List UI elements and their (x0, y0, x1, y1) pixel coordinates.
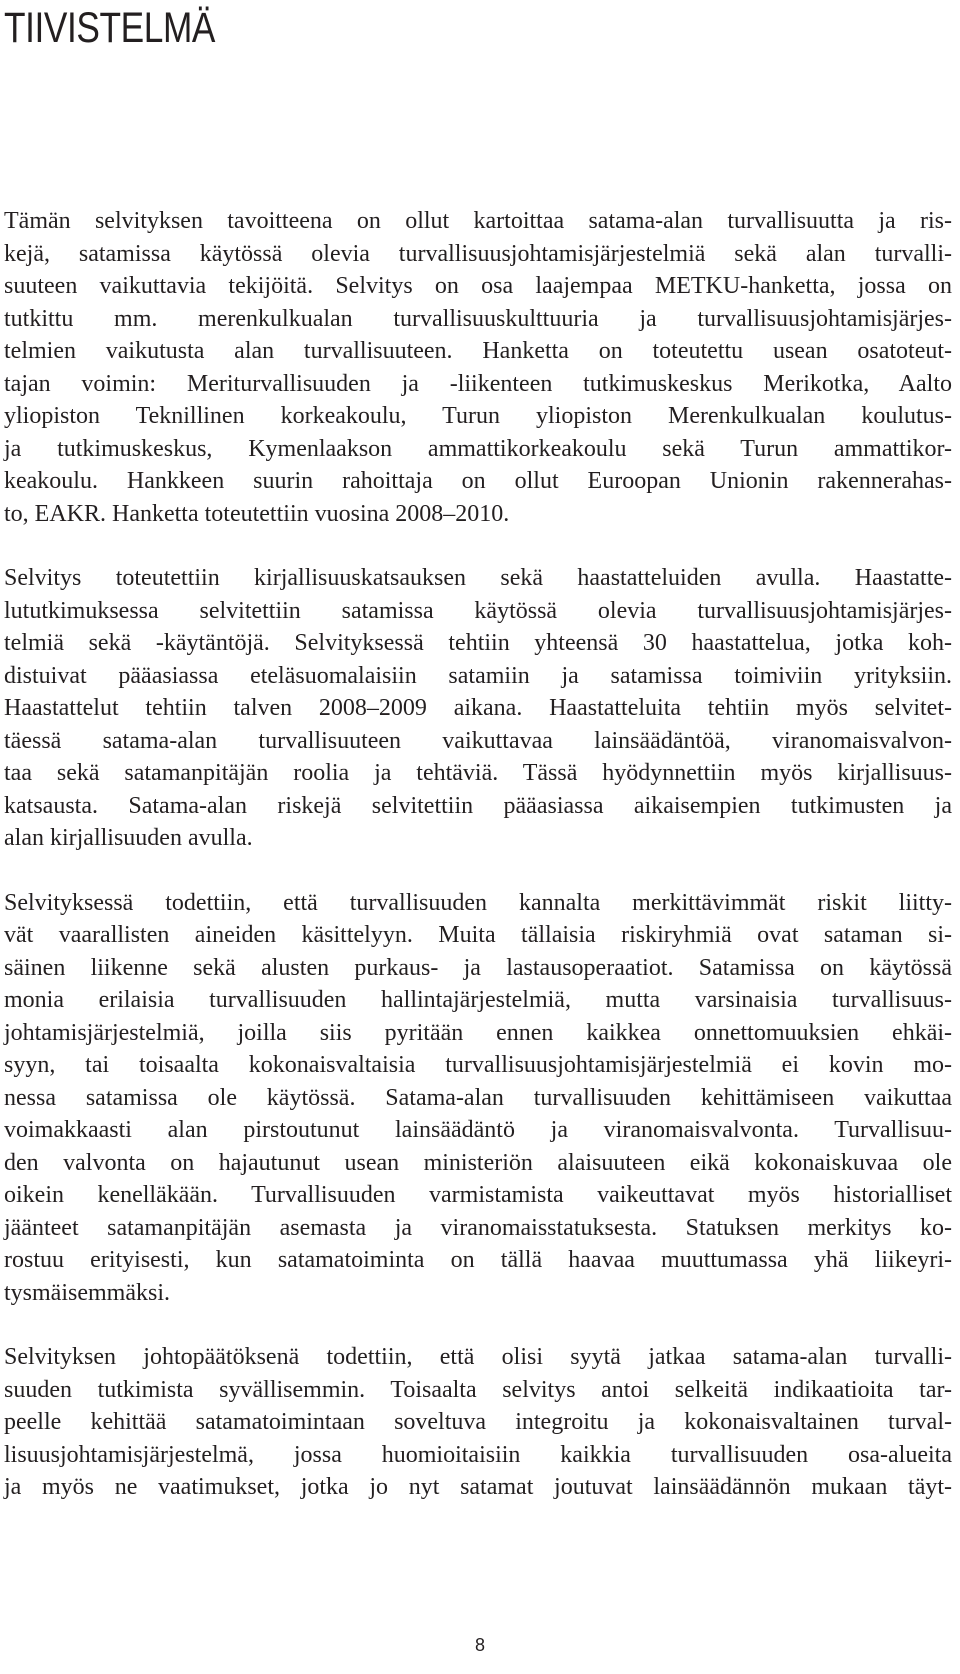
paragraph-line: lisuusjohtamisjärjestelmä, jossa huomioitaisiin kaikkia turvallisuuden osa-alueita (4, 1441, 952, 1468)
paragraph-gap (4, 1309, 952, 1341)
paragraph-line: kejä, satamissa käytössä olevia turvallisuusjohtamisjärjestelmiä sekä alan turvalli- (4, 240, 952, 267)
paragraph-line: säinen liikenne sekä alusten purkaus- ja lastausoperaatiot. Satamissa on käytössä (4, 954, 952, 981)
paragraph-line: suuden tutkimista syvällisemmin. Toisaalta selvitys antoi selkeitä indikaatioita tar- (4, 1376, 952, 1403)
paragraph (4, 887, 952, 1310)
paragraph-line: suuteen vaikuttavia tekijöitä. Selvitys on osa laajempaa METKU-hanketta, jossa on (4, 273, 952, 299)
paragraph-line: tysmäisemmäksi. (4, 1279, 170, 1306)
paragraph-line: vät vaarallisten aineiden käsittelyyn. Muita tällaisia riskiryhmiä ovat sataman si- (4, 922, 952, 948)
paragraph-line: ja myös ne vaatimukset, jotka jo nyt satamat joutuvat lainsäädännön mukaan täyt- (4, 1474, 952, 1500)
paragraph-line: telmien vaikutusta alan turvallisuuteen. Hanketta on toteutettu usean osatoteut- (4, 338, 952, 364)
paragraph (4, 205, 952, 530)
paragraph-line: voimakkaasti alan pirstoutunut lainsäädäntö ja viranomaisvalvonta. Turvallisuu- (4, 1117, 952, 1143)
paragraph-line: johtamisjärjestelmiä, joilla siis pyritään ennen kaikkea onnettomuuksien ehkäi- (4, 1019, 952, 1046)
paragraph-line: Selvityksessä todettiin, että turvallisuuden kannalta merkittävimmät riskit liitty- (4, 889, 952, 916)
document-body (4, 205, 952, 1504)
paragraph-line: keakoulu. Hankkeen suurin rahoittaja on ollut Euroopan Unionin rakennerahas- (4, 468, 952, 494)
page-title: TIIVISTELMÄ (4, 4, 216, 52)
paragraph-line: rostuu erityisesti, kun satamatoiminta on tällä haavaa muuttumassa yhä liikeyri- (4, 1247, 952, 1273)
paragraph-line: jäänteet satamanpitäjän asemasta ja viranomaisstatuksesta. Statuksen merkitys ko- (4, 1214, 952, 1241)
paragraph-line: taa sekä satamanpitäjän roolia ja tehtäviä. Tässä hyödynnettiin myös kirjallisuus- (4, 760, 952, 786)
paragraph-line: Selvitys toteutettiin kirjallisuuskatsauksen sekä haastatteluiden avulla. Haastatte- (4, 565, 952, 591)
paragraph-line: alan kirjallisuuden avulla. (4, 825, 253, 851)
paragraph-line: Tämän selvityksen tavoitteena on ollut kartoittaa satama-alan turvallisuutta ja ris- (4, 208, 952, 234)
paragraph-gap (4, 530, 952, 562)
paragraph-line: peelle kehittää satamatoimintaan soveltuva integroitu ja kokonaisvaltainen turval- (4, 1409, 952, 1435)
paragraph-line: ja tutkimuskeskus, Kymenlaakson ammattikorkeakoulu sekä Turun ammattikor- (4, 435, 952, 462)
paragraph-gap (4, 855, 952, 887)
paragraph-line: yliopiston Teknillinen korkeakoulu, Turun yliopiston Merenkulkualan koulutus- (4, 403, 952, 429)
paragraph-line: telmiä sekä -käytäntöjä. Selvityksessä tehtiin yhteensä 30 haastattelua, jotka koh- (4, 630, 952, 656)
paragraph-line: Haastattelut tehtiin talven 2008–2009 aikana. Haastatteluita tehtiin myös selvitet- (4, 695, 952, 721)
paragraph (4, 1341, 952, 1504)
paragraph-line: distuivat pääasiassa eteläsuomalaisiin satamiin ja satamissa toimiviin yrityksiin. (4, 662, 952, 689)
paragraph-line: Selvityksen johtopäätöksenä todettiin, että olisi syytä jatkaa satama-alan turvalli- (4, 1344, 952, 1370)
paragraph-line: nessa satamissa ole käytössä. Satama-alan turvallisuuden kehittämiseen vaikuttaa (4, 1084, 952, 1111)
paragraph-line: tajan voimin: Meriturvallisuuden ja -liikenteen tutkimuskeskus Merikotka, Aalto (4, 370, 952, 397)
paragraph-line: den valvonta on hajautunut usean ministeriön alaisuuteen eikä kokonaiskuvaa ole (4, 1149, 952, 1176)
page-number: 8 (474, 1635, 485, 1655)
paragraph-line: syyn, tai toisaalta kokonaisvaltaisia turvallisuusjohtamisjärjestelmiä ei kovin mo- (4, 1052, 952, 1078)
paragraph-line: katsausta. Satama-alan riskejä selvitettiin pääasiassa aikaisempien tutkimusten ja (4, 792, 952, 819)
paragraph-line: oikein kenelläkään. Turvallisuuden varmistamista vaikeuttavat myös historialliset (4, 1182, 952, 1208)
paragraph-line: to, EAKR. Hanketta toteutettiin vuosina 2008–2010. (4, 500, 510, 527)
paragraph-line: lututkimuksessa selvitettiin satamissa käytössä olevia turvallisuusjohtamisjärjes- (4, 597, 952, 624)
paragraph-line: täessä satama-alan turvallisuuteen vaikuttavaa lainsäädäntöä, viranomaisvalvon- (4, 727, 952, 754)
paragraph-line: monia erilaisia turvallisuuden hallintajärjestelmiä, mutta varsinaisia turvallisuus- (4, 987, 952, 1013)
paragraph-line: tutkittu mm. merenkulkualan turvallisuuskulttuuria ja turvallisuusjohtamisjärjes- (4, 305, 952, 332)
paragraph (4, 562, 952, 855)
